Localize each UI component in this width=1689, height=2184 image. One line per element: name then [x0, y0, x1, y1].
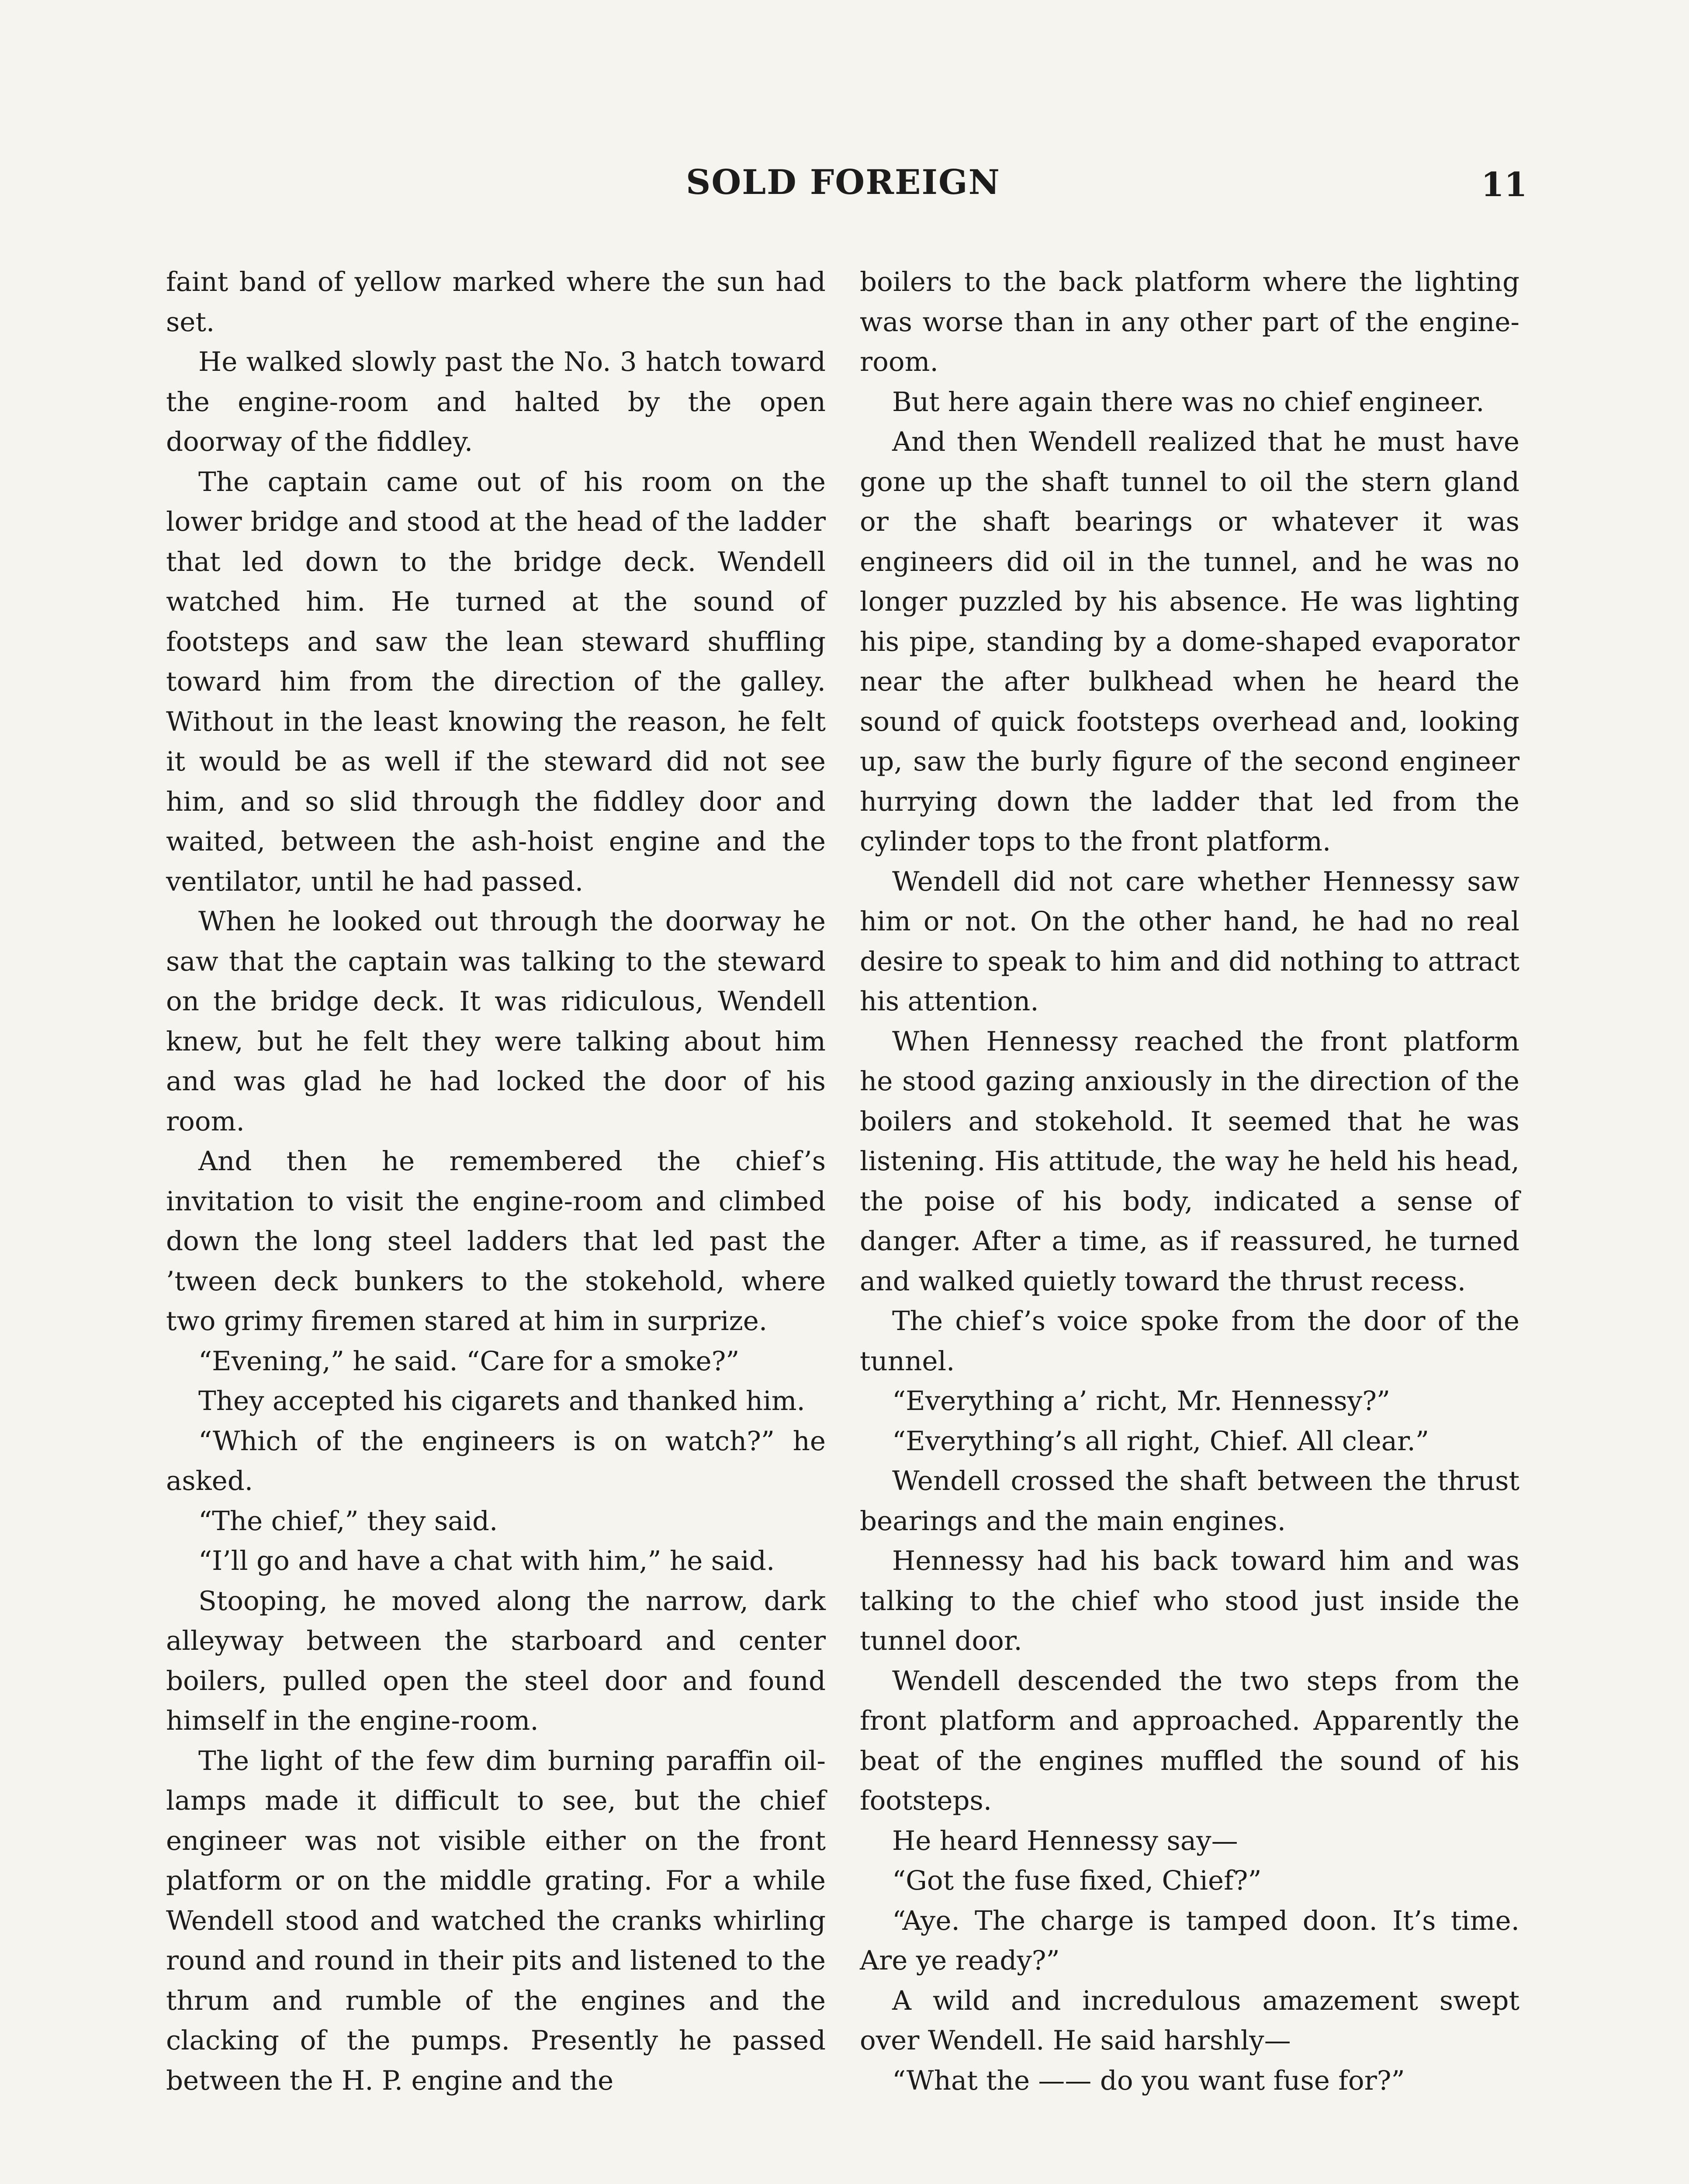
paragraph: “Which of the engineers is on watch?” he asked. [166, 1425, 826, 1496]
paragraph: “Everything a’ richt, Mr. Hennessy?” [892, 1386, 1391, 1417]
paragraph: “The chief,” they said. [198, 1505, 498, 1537]
paragraph: And then he remembered the chief’s invitation to visit the engine-room and climbed down the long steel ladders that led past the ’tween deck bunkers to the stokehold, where two grimy firemen stared at him in surprize. [166, 1146, 826, 1337]
paragraph: boilers to the back platform where the lighting was worse than in any other part of the engine-room. [860, 266, 1519, 377]
paragraph: A wild and incredulous amazement swept over Wendell. He said harshly— [860, 1985, 1519, 2056]
paragraph: But here again there was no chief engineer. [892, 386, 1485, 418]
paragraph: “Aye. The charge is tamped doon. It’s time. Are ye ready?” [860, 1905, 1519, 1976]
paragraph: When Hennessy reached the front platform he stood gazing anxiously in the direction of the boilers and stokehold. It seemed that he was listening. His attitude, the way he held his head, the poise of his body, indicated a sense of danger. After a time, as if reassured, he turned and walked quietly toward the thrust recess. [860, 1026, 1519, 1297]
paragraph: “Evening,” he said. “Care for a smoke?” [198, 1345, 740, 1377]
paragraph: faint band of yellow marked where the sun had set. [166, 266, 826, 338]
paragraph: The captain came out of his room on the lower bridge and stood at the head of the ladder that led down to the bridge deck. Wendell watched him. He turned at the sound of footsteps and saw the lean steward shuffling toward him from the direction of the galley. Without in the least knowing the reason, he felt it would be as well if the steward did not see him, and so slid through the fiddley door and waited, between the ash-hoist engine and the ventilator, until he had passed. [166, 466, 826, 897]
running-title: SOLD FOREIGN [686, 162, 1000, 202]
right-text-column [860, 262, 1519, 2101]
running-header [0, 162, 1689, 215]
paragraph: They accepted his cigarets and thanked him. [198, 1386, 805, 1417]
paragraph: He walked slowly past the No. 3 hatch toward the engine-room and halted by the open doorway of the fiddley. [166, 346, 826, 457]
paragraph: Hennessy had his back toward him and was talking to the chief who stood just inside the tunnel door. [860, 1545, 1519, 1656]
paragraph: “Everything’s all right, Chief. All clear.” [892, 1425, 1429, 1457]
paragraph: “Got the fuse fixed, Chief?” [892, 1865, 1262, 1896]
paragraph: Wendell did not care whether Hennessy saw him or not. On the other hand, he had no real desire to speak to him and did nothing to attract his attention. [860, 866, 1519, 1017]
paragraph: “I’ll go and have a chat with him,” he said. [198, 1545, 775, 1576]
paragraph: The light of the few dim burning paraffin oil-lamps made it difficult to see, but the chief engineer was not visible either on the front platform or on the middle grating. For a while Wendell stood and watched the cranks whirling round and round in their pits and listened to the thrum and rumble of the engines and the clacking of the pumps. Presently he passed between the H. P. engine and the [166, 1745, 826, 2096]
paragraph: Stooping, he moved along the narrow, dark alleyway between the starboard and center boilers, pulled open the steel door and found himself in the engine-room. [166, 1585, 826, 1736]
paragraph: When he looked out through the doorway he saw that the captain was talking to the steward on the bridge deck. It was ridiculous, Wendell knew, but he felt they were talking about him and was glad he had locked the door of his room. [166, 906, 826, 1137]
paragraph: He heard Hennessy say— [892, 1825, 1238, 1856]
paragraph: The chief’s voice spoke from the door of the tunnel. [860, 1306, 1519, 1377]
paragraph: Wendell descended the two steps from the front platform and approached. Apparently the beat of the engines muffled the sound of his footsteps. [860, 1665, 1519, 1816]
left-text-column [166, 262, 826, 2101]
paragraph: And then Wendell realized that he must have gone up the shaft tunnel to oil the stern gland or the shaft bearings or whatever it was engineers did oil in the tunnel, and he was no longer puzzled by his absence. He was lighting his pipe, standing by a dome-shaped evaporator near the after bulkhead when he heard the sound of quick footsteps overhead and, looking up, saw the burly figure of the second engineer hurrying down the ladder that led from the cylinder tops to the front platform. [860, 426, 1519, 857]
paragraph: “What the —— do you want fuse for?” [892, 2065, 1405, 2096]
paragraph: Wendell crossed the shaft between the thrust bearings and the main engines. [860, 1465, 1519, 1537]
page-number: 11 [1481, 165, 1527, 204]
